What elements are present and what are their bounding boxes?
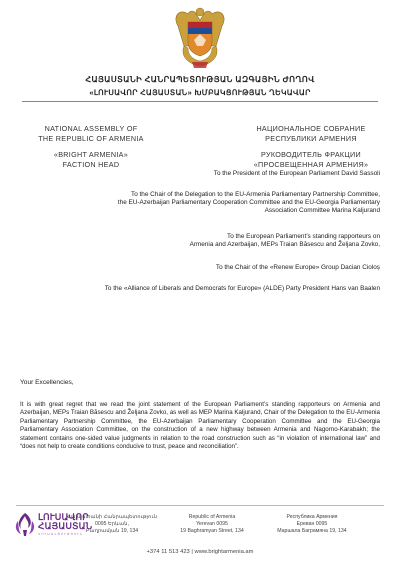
footer-divider	[16, 505, 384, 506]
addressee-line: To the «Alliance of Liberals and Democrats for Europe» (ALDE) Party President Hans van Baalen	[104, 285, 380, 292]
footer-line: Республика Армения	[286, 514, 338, 520]
header-line: FACTION HEAD	[62, 159, 120, 169]
page-subtitle-armenian: «ԼՈՒՍԱՎՈՐ ՀԱՅԱՍՏԱՆ» ԽՄԲԱԿՑՈՒԹՅԱՆ ՂԵԿԱՎԱՐ	[89, 88, 311, 97]
addressee-line: the EU-Azerbaijan Parliamentary Cooperation Committee and the EU-Georgia Parliamentary	[117, 199, 380, 207]
footer-line: 0095 Երևան,	[94, 520, 130, 527]
addressee-block	[20, 233, 380, 249]
addressee-line: Armenia and Azerbaijan, MEPs Traian Băsescu and Željana Zovko,	[189, 241, 380, 249]
armenian-coat-of-arms-icon	[170, 6, 230, 70]
addressee-line: To the President of the European Parliament David Sassoli	[213, 170, 380, 177]
addressee-line: To the European Parliament’s standing rapporteurs on	[227, 233, 380, 240]
footer-address-english	[164, 514, 260, 534]
header-russian-block	[236, 124, 386, 169]
letter-body: It is with great regret that we read the joint statement of the European Parliament’s standing rapporteurs on Armenia and Azerbaijan, MEPs Traian Băsescu and Željana Zovko, as well as MEP Marina Kaljurand, Chair of the Delegation to the EU-Armenia Parliamentary Partnership Committee, the EU-Azerbaijan Parliamentary Cooperation Committee and the EU-Georgia Parliamentary Association Committee, on the construction of a new highway between Armenia and Nagorno-Karabakh; the statement contains one-sided value judgments in relation to the road construction such as “in violation of international law” and “does not help to create conditions conducive to trust, peace and reconciliation”.	[20, 401, 380, 451]
addressee-line: Association Committee Marina Kaljurand	[264, 207, 380, 215]
header-english-block	[16, 124, 166, 169]
logo-subtitle: ԿՈՒՍԱԿՑՈՒԹՅՈՒՆ	[38, 532, 84, 536]
page-title-armenian: ՀԱՅԱՍՏԱՆԻ ՀԱՆՐԱՊԵՏՈՒԹՅԱՆ ԱԶԳԱՅԻՆ ԺՈՂՈՎ	[85, 75, 315, 84]
footer-line: Маршала Баграмяна 19, 134	[277, 527, 347, 534]
header-line: NATIONAL ASSEMBLY OF	[44, 124, 138, 133]
footer-line: Republic of Armenia	[188, 514, 236, 520]
footer-line: 19 Baghramyan Street, 134	[180, 527, 244, 534]
letter-salutation: Your Excellencies,	[20, 379, 74, 386]
torch-flame-icon	[14, 512, 36, 536]
header-line: «ПРОСВЕЩЕННАЯ АРМЕНИЯ»	[253, 159, 369, 169]
addressee-block	[20, 264, 380, 272]
header-divider	[22, 101, 378, 102]
footer-address-armenian	[64, 514, 160, 534]
footer-address-russian	[264, 514, 360, 534]
header-line: THE REPUBLIC OF ARMENIA	[38, 133, 144, 143]
addressee-block	[20, 191, 380, 216]
header-line: НАЦИОНАЛЬНОЕ СОБРАНИЕ	[256, 124, 366, 133]
addressee-line: To the Chair of the Delegation to the EU-Armenia Parliamentary Partnership Committee,	[131, 191, 380, 198]
logo-line: ԼՈՒՍԱՎՈՐ	[38, 512, 89, 522]
logo-line: ՀԱՅԱՍՏԱՆ	[38, 521, 93, 532]
header-line: «BRIGHT ARMENIA»	[53, 150, 129, 160]
addressee-line: To the Chair of the «Renew Europe» Group Dacian Cioloș	[215, 264, 380, 271]
addressee-block	[20, 170, 380, 178]
footer-line: Բաղրամյան 19, 134	[85, 527, 139, 534]
addressee-block	[20, 285, 380, 293]
footer-line: Yerevan 0095	[196, 520, 228, 527]
footer-contact: +374 11 513 423 | www.brightarmenia.am	[146, 549, 254, 555]
header-line: РУКОВОДИТЕЛЬ ФРАКЦИИ	[261, 150, 361, 160]
header-line: РЕСПУБЛИКИ АРМЕНИЯ	[265, 133, 357, 143]
footer-line: Հայաստանի Հանրապետություն	[66, 514, 158, 520]
footer-line: Ереван 0095	[296, 520, 328, 527]
